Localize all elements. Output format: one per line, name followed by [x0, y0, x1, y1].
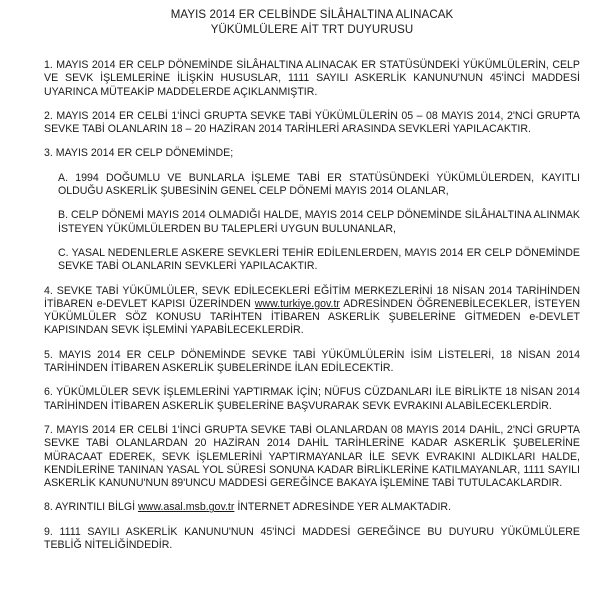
- p4-text-2: -DEVLET KAPISI ÜZERİNDEN: [102, 297, 255, 310]
- title-line-2: YÜKÜMLÜLERE AİT TRT DUYURUSU: [210, 24, 414, 36]
- paragraph-3c: C. YASAL NEDENLERLE ASKERE SEVKLERİ TEHİR EDİLENLERDEN, MAYIS 2014 ER CELP DÖNEMİNDE SEVKE TABİ OLANLARIN SEVKLERİ YAPILACAKTIR.: [58, 246, 580, 273]
- paragraph-7: 7. MAYIS 2014 ER CELBİ 1'İNCİ GRUPTA SEVKE TABİ OLANLARDAN 08 MAYIS 2014 DAHİL, 2'NCİ GRUPTA SEVKE TABİ OLANLARDAN 20 HAZİRAN 2014 DAHİL TARİHLERİNE KADAR ASKERLİK ŞUBELERİNE MÜRACAAT EDEREK, SEVK İŞLEMLERİNİ YAPTIRMAYANLAR İLE SEVK EVRAKINI ALDIKLARI HALDE, KENDİLERİNE TANINAN YASAL YOL SÜRESİ SONUNA KADAR BİRLİKLERİNE KATILMAYANLAR, 1111 SAYILI ASKERLİK KANUNU'NUN 89'UNCU MADDESİ GEREĞİNCE BAKAYA İŞLEMİNE TABİ TUTULACAKLARDIR.: [44, 423, 580, 490]
- paragraph-5: 5. MAYIS 2014 ER CELP DÖNEMİNDE SEVKE TABİ YÜKÜMLÜLERİN İSİM LİSTELERİ, 18 NİSAN 2014 TARİHİNDEN İTİBAREN ASKERLİK ŞUBELERİNDE İLAN EDİLECEKTİR.: [44, 348, 580, 375]
- paragraph-6: 6. YÜKÜMLÜLER SEVK İŞLEMLERİNİ YAPTIRMAK İÇİN; NÜFUS CÜZDANLARI İLE BİRLİKTE 18 NİSAN 2014 TARİHİNDEN İTİBAREN ASKERLİK ŞUBELERİNE BAŞVURARAK SEVK EVRAKINI ALABİLECEKLERDİR.: [44, 386, 580, 412]
- paragraph-3b: B. CELP DÖNEMİ MAYIS 2014 OLMADIĞI HALDE, MAYIS 2014 CELP DÖNEMİNDE SİLÂHALTINA ALINMAK İSTEYEN YÜKÜMLÜLERDEN BU TALEPLERİ UYGUN BULUNANLAR,: [58, 209, 580, 235]
- p4-text-1: 4. SEVKE TABİ YÜKÜMLÜLER, SEVK EDİLECEKLERİ EĞİTİM MERKEZLERİNİ 18 NİSAN 2014 TARİHİNDEN İTİBAREN: [44, 284, 580, 310]
- p4-e-prefix-2: e: [529, 311, 536, 324]
- document-title: [44, 8, 580, 38]
- paragraph-9: 9. 1111 SAYILI ASKERLİK KANUNU'NUN 45'İNCİ MADDESİ GEREĞİNCE BU DUYURU YÜKÜMLÜLERE TEBLİĞ NİTELİĞİNDEDİR.: [44, 525, 580, 552]
- paragraph-8: [44, 501, 580, 514]
- asal-msb-link[interactable]: www.asal.msb.gov.tr: [138, 501, 235, 514]
- paragraph-3a: A. 1994 DOĞUMLU VE BUNLARLA İŞLEME TABİ ER STATÜSÜNDEKİ YÜKÜMLÜLERDEN, KAYITLI OLDUĞU ASKERLİK ŞUBESİNİN GENEL CELP DÖNEMİ MAYIS 2014 OLANLAR,: [58, 171, 580, 198]
- p4-text-4: -DEVLET KAPISINDAN SEVK İŞLEMİNİ YAPABİLECEKLERDİR.: [44, 311, 580, 337]
- p8-text-2: İNTERNET ADRESİNDE YER ALMAKTADIR.: [234, 501, 452, 514]
- p8-text-1: 8. AYRINTILI BİLGİ: [44, 501, 139, 514]
- paragraph-1: 1. MAYIS 2014 ER CELP DÖNEMİNDE SİLÂHALTINA ALINACAK ER STATÜSÜNDEKİ YÜKÜMLÜLERİN, CELP VE SEVK İŞLEMLERİNE İLİŞKİN HUSUSLAR, 1111 SAYILI ASKERLİK KANUNU'NUN 45'İNCİ MADDESİ UYARINCA MÜTEAKİP MADDELERDE AÇIKLANMIŞTIR.: [44, 59, 580, 98]
- paragraph-3: 3. MAYIS 2014 ER CELP DÖNEMİNDE;: [44, 147, 234, 160]
- p4-text-3: ADRESİNDEN ÖĞRENEBİLECEKLER, İSTEYEN YÜKÜMLÜLER SÖZ KONUSU TARİHTEN İTİBAREN ASKERLİK ŞUBELERİNE GİTMEDEN: [44, 297, 580, 324]
- p4-e-prefix: e: [96, 297, 103, 310]
- paragraph-2: 2. MAYIS 2014 ER CELBİ 1'İNCİ GRUPTA SEVKE TABİ YÜKÜMLÜLERİN 05 – 08 MAYIS 2014, 2'NCİ GRUPTA SEVKE TABİ OLANLARIN 18 – 20 HAZİRAN 2014 TARİHLERİ ARASINDA SEVKLERİ YAPILACAKTIR.: [44, 109, 580, 136]
- paragraph-4: [44, 285, 580, 338]
- title-line-1: MAYIS 2014 ER CELBİNDE SİLÂHALTINA ALINACAK: [170, 9, 454, 21]
- turkiye-gov-link[interactable]: www.turkiye.gov.tr: [254, 297, 340, 310]
